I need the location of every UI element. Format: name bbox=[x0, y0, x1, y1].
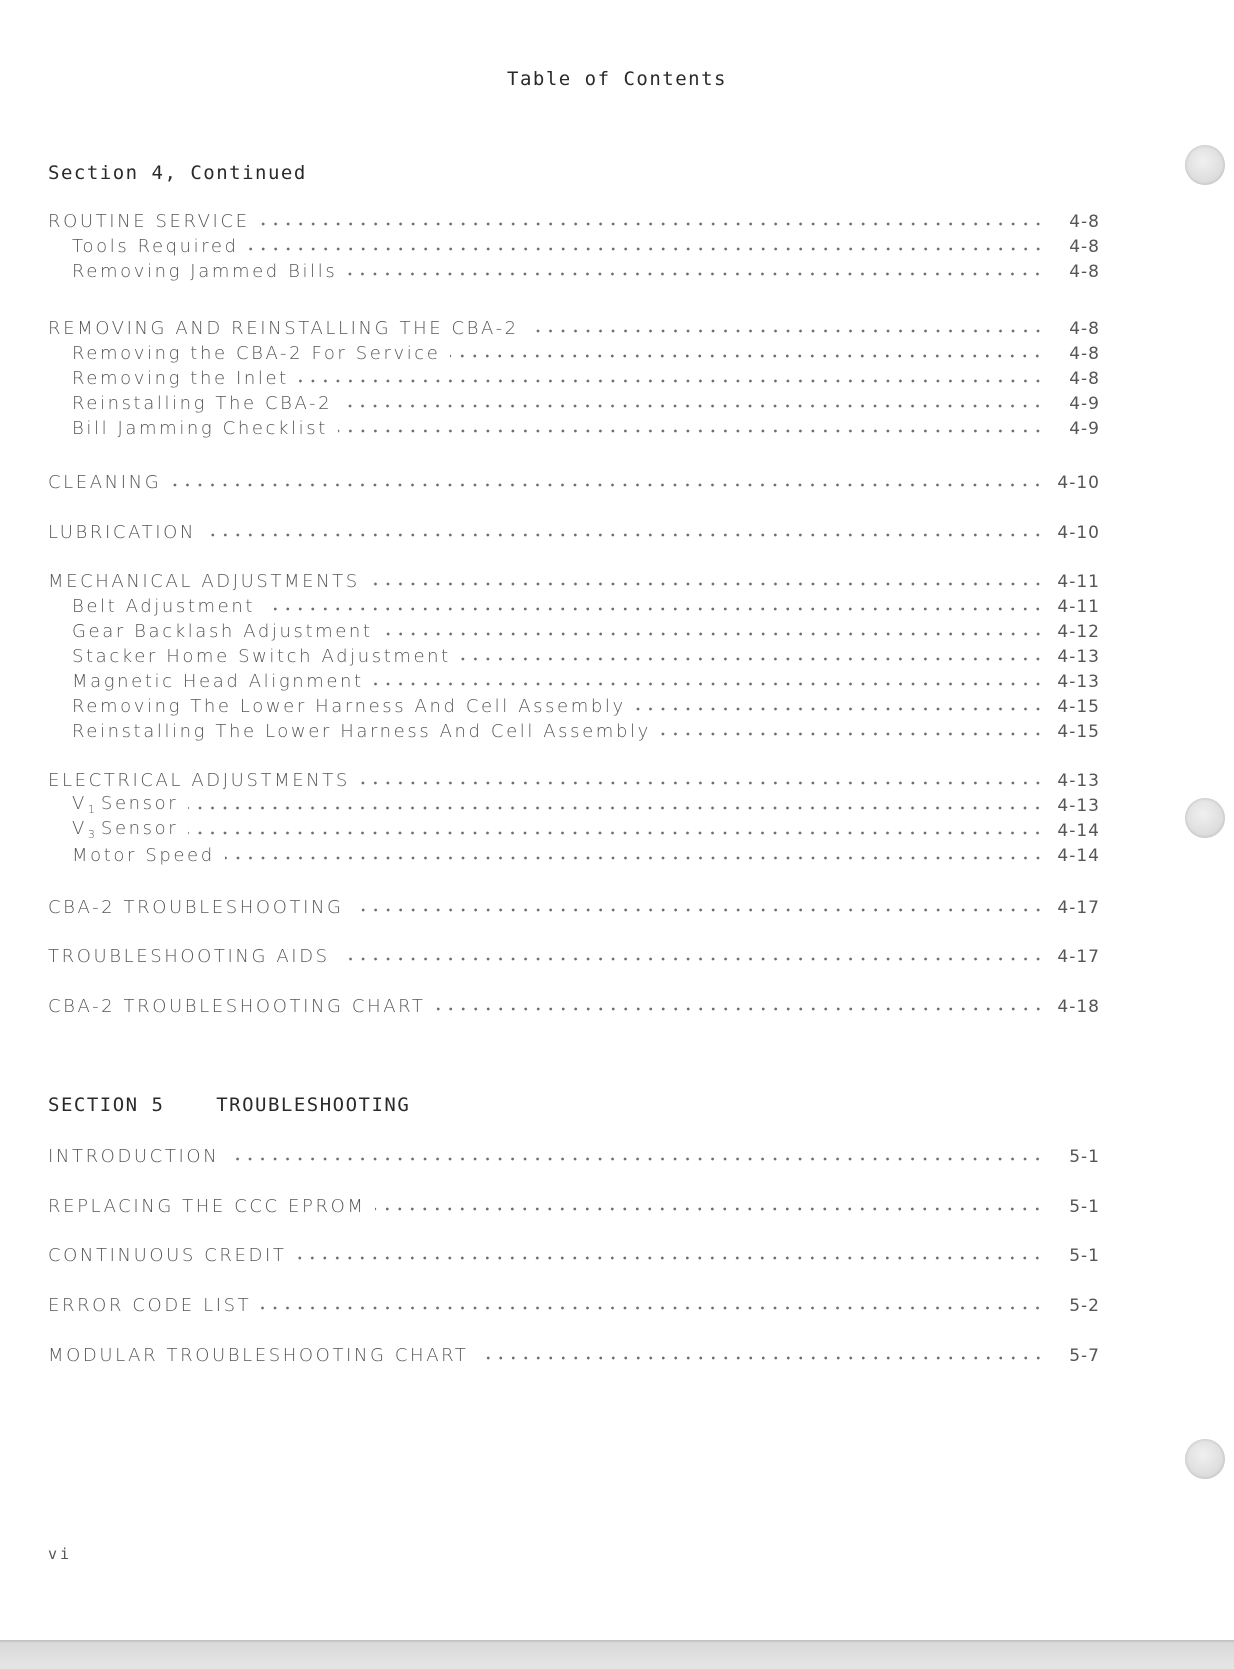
toc-entry-page: 4-9 bbox=[1069, 419, 1100, 439]
toc-group-cleaning bbox=[48, 468, 1100, 493]
dot-leader bbox=[206, 533, 1044, 537]
toc-entry-page: 4-15 bbox=[1057, 722, 1100, 742]
dot-leader bbox=[249, 247, 1044, 251]
toc-entry[interactable] bbox=[48, 717, 1100, 742]
page-number: vi bbox=[48, 1545, 73, 1563]
toc-entry-label: REMOVING AND REINSTALLING THE CBA-2 bbox=[48, 318, 519, 339]
sensor-symbol: V bbox=[72, 793, 87, 814]
dot-leader bbox=[340, 957, 1044, 961]
toc-group-cba2-troubleshooting-chart bbox=[48, 992, 1100, 1017]
toc-entry-label: ERROR CODE LIST bbox=[48, 1295, 252, 1316]
dot-leader bbox=[375, 1207, 1044, 1211]
dot-leader bbox=[354, 908, 1044, 912]
toc-entry-label: Magnetic Head Alignment bbox=[72, 671, 364, 692]
toc-entry-page: 4-8 bbox=[1069, 212, 1100, 232]
toc-group-removing-reinstalling bbox=[48, 314, 1100, 439]
toc-entry-label: INTRODUCTION bbox=[48, 1146, 220, 1167]
toc-entry[interactable] bbox=[48, 1241, 1100, 1266]
toc-entry-page: 4-13 bbox=[1057, 647, 1100, 667]
toc-entry[interactable] bbox=[48, 992, 1100, 1017]
dot-leader bbox=[347, 272, 1044, 276]
toc-entry-page: 4-17 bbox=[1057, 947, 1100, 967]
toc-entry-label: Belt Adjustment bbox=[72, 596, 255, 617]
dot-leader bbox=[374, 682, 1044, 686]
toc-entry-page: 4-9 bbox=[1069, 394, 1100, 414]
dot-leader bbox=[296, 1256, 1044, 1260]
toc-entry-page: 4-10 bbox=[1057, 473, 1100, 493]
toc-entry-label: ROUTINE SERVICE bbox=[48, 211, 250, 232]
dot-leader bbox=[342, 404, 1044, 408]
toc-entry-page: 4-12 bbox=[1057, 622, 1100, 642]
punch-hole bbox=[1185, 145, 1225, 185]
toc-entry-label: TROUBLESHOOTING AIDS bbox=[48, 946, 330, 967]
toc-entry-page: 4-13 bbox=[1057, 796, 1100, 816]
toc-entry-label: Tools Required bbox=[72, 236, 239, 257]
toc-entry-page: 4-8 bbox=[1069, 369, 1100, 389]
toc-entry[interactable] bbox=[48, 692, 1100, 717]
dot-leader bbox=[260, 222, 1044, 226]
dot-leader bbox=[261, 1306, 1044, 1310]
toc-entry-page: 4-8 bbox=[1069, 319, 1100, 339]
toc-entry[interactable] bbox=[48, 389, 1100, 414]
toc-group-cba2-troubleshooting bbox=[48, 893, 1100, 918]
dot-leader bbox=[383, 632, 1044, 636]
toc-entry-label bbox=[48, 793, 188, 816]
toc-entry-page: 4-13 bbox=[1057, 771, 1100, 791]
dot-leader bbox=[225, 856, 1044, 860]
toc-entry-page: 4-8 bbox=[1069, 262, 1100, 282]
toc-entry-label: Reinstalling The Lower Harness And Cell Assembly bbox=[72, 721, 651, 742]
toc-entry-page: 4-11 bbox=[1057, 572, 1100, 592]
toc-entry-label: Stacker Home Switch Adjustment bbox=[72, 646, 451, 667]
toc-group-troubleshooting-aids bbox=[48, 942, 1100, 967]
toc-group-modular-troubleshooting bbox=[48, 1341, 1100, 1366]
toc-entry[interactable] bbox=[48, 414, 1100, 439]
toc-entry-label: CBA-2 TROUBLESHOOTING CHART bbox=[48, 996, 426, 1017]
toc-group-mechanical-adjustments bbox=[48, 567, 1100, 742]
toc-entry-page: 4-14 bbox=[1057, 821, 1100, 841]
toc-entry-label: Bill Jamming Checklist bbox=[72, 418, 328, 439]
toc-entry-label: Gear Backlash Adjustment bbox=[72, 621, 373, 642]
toc-entry[interactable] bbox=[48, 314, 1100, 339]
toc-entry-label bbox=[48, 818, 188, 841]
dot-leader bbox=[636, 707, 1044, 711]
section-4-heading: Section 4, Continued bbox=[48, 162, 307, 184]
toc-entry-page: 4-14 bbox=[1057, 846, 1100, 866]
toc-entry[interactable] bbox=[48, 617, 1100, 642]
toc-entry-label: MECHANICAL ADJUSTMENTS bbox=[48, 571, 360, 592]
toc-entry-label: Removing the CBA-2 For Service bbox=[72, 343, 441, 364]
toc-entry[interactable] bbox=[48, 1142, 1100, 1167]
toc-entry[interactable] bbox=[48, 1341, 1100, 1366]
toc-entry-label: Motor Speed bbox=[72, 845, 215, 866]
sensor-symbol: V bbox=[72, 818, 87, 839]
toc-entry-label: Removing Jammed Bills bbox=[72, 261, 338, 282]
toc-group-continuous-credit bbox=[48, 1241, 1100, 1266]
scan-bottom-edge bbox=[0, 1640, 1234, 1669]
toc-entry-label: CBA-2 TROUBLESHOOTING bbox=[48, 897, 344, 918]
toc-entry[interactable] bbox=[48, 232, 1100, 257]
dot-leader bbox=[338, 429, 1044, 433]
dot-leader bbox=[370, 582, 1044, 586]
toc-entry[interactable] bbox=[48, 257, 1100, 282]
toc-entry[interactable] bbox=[48, 766, 1100, 791]
toc-entry-page: 4-8 bbox=[1069, 344, 1100, 364]
toc-entry[interactable] bbox=[48, 468, 1100, 493]
toc-entry-label: REPLACING THE CCC EPROM bbox=[48, 1196, 366, 1217]
toc-entry-label: MODULAR TROUBLESHOOTING CHART bbox=[48, 1345, 469, 1366]
dot-leader bbox=[450, 354, 1044, 358]
dot-leader bbox=[479, 1356, 1045, 1360]
dot-leader bbox=[188, 831, 1044, 835]
punch-hole bbox=[1185, 1439, 1225, 1479]
toc-entry-page: 5-1 bbox=[1069, 1197, 1100, 1217]
sensor-label: Sensor bbox=[100, 818, 179, 839]
toc-entry[interactable] bbox=[48, 791, 1100, 816]
toc-entry[interactable] bbox=[48, 1192, 1100, 1217]
toc-entry[interactable] bbox=[48, 816, 1100, 841]
toc-entry-label: CONTINUOUS CREDIT bbox=[48, 1245, 287, 1266]
dot-leader bbox=[171, 483, 1044, 487]
toc-entry-page: 4-11 bbox=[1057, 597, 1100, 617]
toc-group-lubrication bbox=[48, 518, 1100, 543]
toc-entry[interactable] bbox=[48, 893, 1100, 918]
toc-entry[interactable] bbox=[48, 364, 1100, 389]
toc-entry-page: 4-13 bbox=[1057, 672, 1100, 692]
toc-entry-label: Reinstalling The CBA-2 bbox=[72, 393, 333, 414]
dot-leader bbox=[265, 607, 1044, 611]
dot-leader bbox=[299, 379, 1044, 383]
toc-entry[interactable] bbox=[48, 1291, 1100, 1316]
sensor-label: Sensor bbox=[100, 793, 179, 814]
sensor-subscript: 3 bbox=[87, 828, 95, 841]
toc-entry-page: 5-2 bbox=[1069, 1296, 1100, 1316]
toc-entry[interactable] bbox=[48, 518, 1100, 543]
toc-entry-page: 5-1 bbox=[1069, 1147, 1100, 1167]
dot-leader bbox=[529, 329, 1044, 333]
toc-entry-page: 4-18 bbox=[1057, 997, 1100, 1017]
section-5-heading: SECTION 5 TROUBLESHOOTING bbox=[48, 1094, 411, 1116]
toc-group-routine-service bbox=[48, 207, 1100, 282]
toc-group-introduction bbox=[48, 1142, 1100, 1167]
toc-entry[interactable] bbox=[48, 339, 1100, 364]
toc-entry[interactable] bbox=[48, 592, 1100, 617]
toc-group-replacing-eprom bbox=[48, 1192, 1100, 1217]
toc-entry-label: LUBRICATION bbox=[48, 522, 196, 543]
punch-hole bbox=[1185, 798, 1225, 838]
toc-entry-label: Removing the Inlet bbox=[72, 368, 289, 389]
toc-entry-page: 4-17 bbox=[1057, 898, 1100, 918]
dot-leader bbox=[188, 806, 1044, 810]
toc-entry-page: 5-1 bbox=[1069, 1246, 1100, 1266]
dot-leader bbox=[461, 657, 1044, 661]
sensor-subscript: 1 bbox=[87, 803, 95, 816]
toc-entry[interactable] bbox=[48, 567, 1100, 592]
toc-entry-page: 4-8 bbox=[1069, 237, 1100, 257]
dot-leader bbox=[661, 732, 1044, 736]
dot-leader bbox=[229, 1157, 1044, 1161]
toc-entry-label: Removing The Lower Harness And Cell Assembly bbox=[72, 696, 626, 717]
toc-entry[interactable] bbox=[48, 942, 1100, 967]
toc-entry[interactable] bbox=[48, 667, 1100, 692]
toc-entry-label: ELECTRICAL ADJUSTMENTS bbox=[48, 770, 350, 791]
toc-group-error-code-list bbox=[48, 1291, 1100, 1316]
toc-entry-page: 4-10 bbox=[1057, 523, 1100, 543]
page-title: Table of Contents bbox=[507, 68, 727, 90]
toc-entry[interactable] bbox=[48, 642, 1100, 667]
toc-entry-page: 5-7 bbox=[1069, 1346, 1100, 1366]
toc-entry-label: CLEANING bbox=[48, 472, 162, 493]
toc-entry[interactable] bbox=[48, 207, 1100, 232]
toc-entry[interactable] bbox=[48, 841, 1100, 866]
dot-leader bbox=[360, 781, 1044, 785]
toc-group-electrical-adjustments bbox=[48, 766, 1100, 866]
dot-leader bbox=[436, 1007, 1044, 1011]
toc-entry-page: 4-15 bbox=[1057, 697, 1100, 717]
